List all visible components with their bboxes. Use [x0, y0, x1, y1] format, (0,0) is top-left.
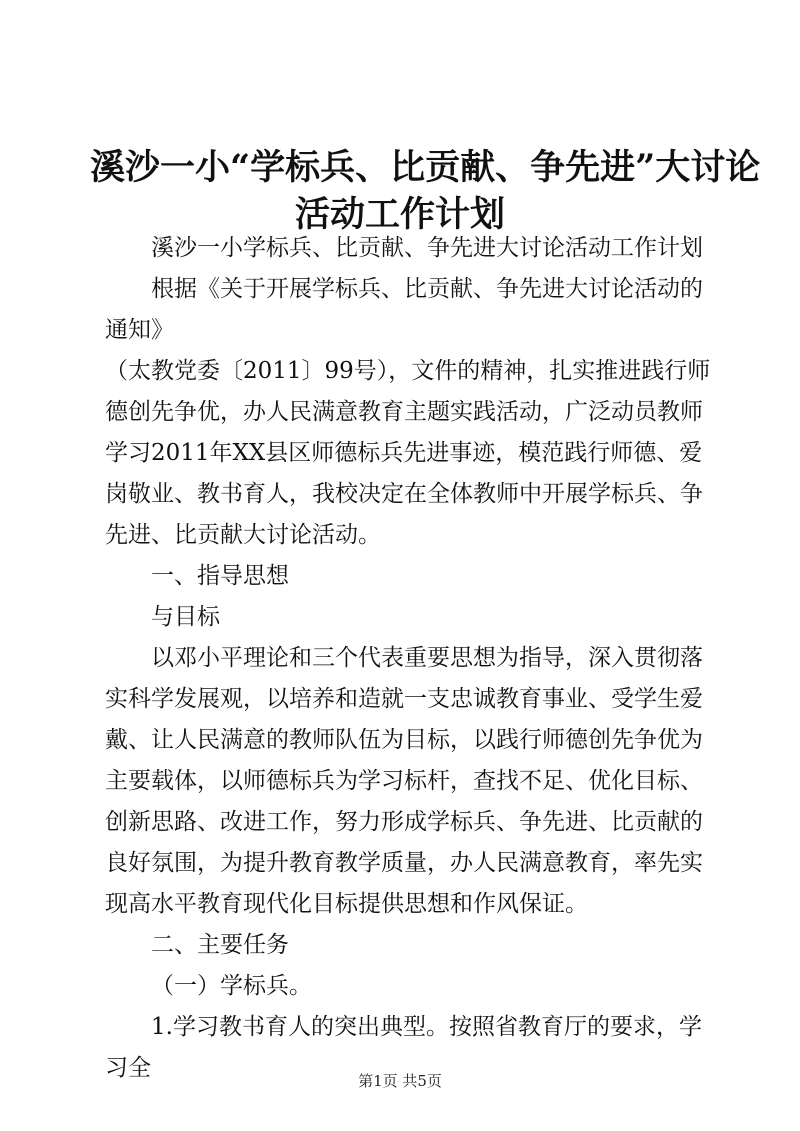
body-paragraph: 以邓小平理论和三个代表重要思想为指导，深入贯彻落实科学发展观，以培养和造就一支忠诚教育事业、受学生爱戴、让人民满意的教师队伍为目标，以践行师德创先争优为主要载体，以师德标兵为学习标杆，查找不足、优化目标、创新思路、改进工作，努力形成学标兵、争先进、比贡献的良好氛围，为提升教育教学质量，办人民满意教育，率先实现高水平教育现代化目标提供思想和作风保证。 [105, 645, 703, 917]
body-paragraph: 1.学习教书育人的突出典型。按照省教育厅的要求，学习全 [105, 1014, 702, 1081]
document-title-line-1: 溪沙一小“学标兵、比贡献、争先进”大讨论 [90, 147, 761, 188]
body-paragraph: 根据《关于开展学标兵、比贡献、争先进大讨论活动的通知》 [105, 276, 703, 343]
subtitle-paragraph: 溪沙一小学标兵、比贡献、争先进大讨论活动工作计划 [151, 235, 703, 261]
page-number-footer: 第1页 共5页 [358, 1072, 442, 1090]
document-body [105, 228, 715, 1089]
section-heading: 与目标 [151, 604, 220, 630]
section-heading: 一、指导思想 [151, 563, 289, 589]
section-heading: 二、主要任务 [151, 932, 289, 958]
document-title-line-2: 活动工作计划 [294, 194, 505, 235]
body-paragraph: （太教党委〔2011〕99号），文件的精神，扎实推进践行师德创先争优，办人民满意教育主题实践活动，广泛动员教师学习2011年XX县区师德标兵先进事迹，模范践行师德、爱岗敬业、教书育人，我校决定在全体教师中开展学标兵、争先进、比贡献大讨论活动。 [105, 358, 711, 548]
subsection-heading: （一）学标兵。 [151, 973, 312, 999]
